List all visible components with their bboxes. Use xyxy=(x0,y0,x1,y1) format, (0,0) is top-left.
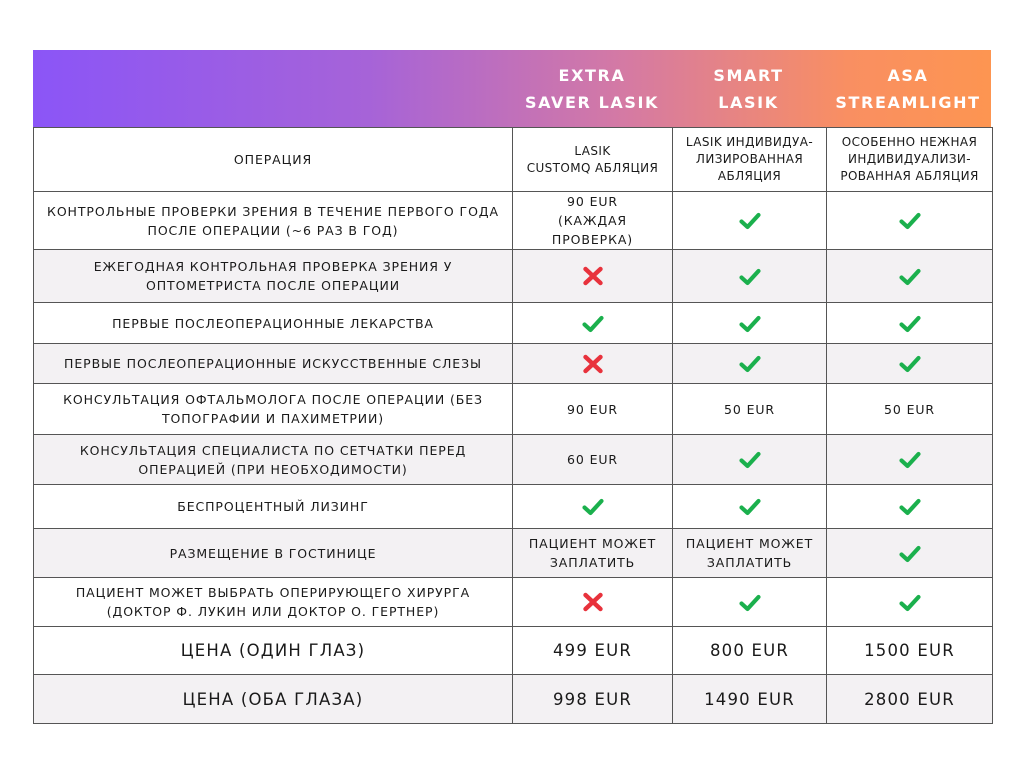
check-icon xyxy=(673,485,827,529)
check-icon xyxy=(673,303,827,344)
check-icon xyxy=(827,435,993,485)
row-label: ОПЕРАЦИЯ xyxy=(34,128,513,192)
check-icon xyxy=(513,303,673,344)
check-icon xyxy=(827,192,993,250)
check-icon xyxy=(673,435,827,485)
value-cell: LASIK CUSTOMQ АБЛЯЦИЯ xyxy=(513,128,673,192)
check-icon xyxy=(827,344,993,384)
table-row xyxy=(34,344,993,384)
price-value: 1500 EUR xyxy=(827,627,993,675)
cross-icon xyxy=(513,344,673,384)
price-row xyxy=(34,675,993,724)
plan-header-extra-saver-lasik: EXTRA SAVER LASIK xyxy=(524,65,660,112)
table-row xyxy=(34,192,993,250)
value-cell: 60 EUR xyxy=(513,435,673,485)
comparison-table xyxy=(33,127,993,724)
price-label: ЦЕНА (ОБА ГЛАЗА) xyxy=(34,675,513,724)
value-cell: 50 EUR xyxy=(673,384,827,435)
value-cell: 90 EUR (КАЖДАЯ ПРОВЕРКА) xyxy=(513,192,673,250)
check-icon xyxy=(827,303,993,344)
row-label: ЕЖЕГОДНАЯ КОНТРОЛЬНАЯ ПРОВЕРКА ЗРЕНИЯ У ОПТОМЕТРИСТА ПОСЛЕ ОПЕРАЦИИ xyxy=(34,250,513,303)
table-row xyxy=(34,578,993,627)
price-row xyxy=(34,627,993,675)
check-icon xyxy=(827,529,993,578)
check-icon xyxy=(513,485,673,529)
plan-header-asa-streamlight: ASA STREAMLIGHT xyxy=(835,65,981,112)
check-icon xyxy=(673,344,827,384)
table-row xyxy=(34,250,993,303)
row-label: ПАЦИЕНТ МОЖЕТ ВЫБРАТЬ ОПЕРИРУЮЩЕГО ХИРУРГА (ДОКТОР Ф. ЛУКИН ИЛИ ДОКТОР О. ГЕРТНЕР) xyxy=(34,578,513,627)
table-row xyxy=(34,384,993,435)
price-value: 998 EUR xyxy=(513,675,673,724)
value-cell: LASIK ИНДИВИДУА- ЛИЗИРОВАННАЯ АБЛЯЦИЯ xyxy=(673,128,827,192)
table-row xyxy=(34,303,993,344)
price-label: ЦЕНА (ОДИН ГЛАЗ) xyxy=(34,627,513,675)
table-row-operation xyxy=(34,128,993,192)
price-value: 2800 EUR xyxy=(827,675,993,724)
value-cell: ПАЦИЕНТ МОЖЕТ ЗАПЛАТИТЬ xyxy=(513,529,673,578)
value-cell: ОСОБЕННО НЕЖНАЯ ИНДИВИДУАЛИЗИ- РОВАННАЯ АБЛЯЦИЯ xyxy=(827,128,993,192)
value-cell: ПАЦИЕНТ МОЖЕТ ЗАПЛАТИТЬ xyxy=(673,529,827,578)
price-value: 800 EUR xyxy=(673,627,827,675)
cross-icon xyxy=(513,578,673,627)
row-label: БЕСПРОЦЕНТНЫЙ ЛИЗИНГ xyxy=(34,485,513,529)
row-label: РАЗМЕЩЕНИЕ В ГОСТИНИЦЕ xyxy=(34,529,513,578)
table-row xyxy=(34,485,993,529)
check-icon xyxy=(673,578,827,627)
row-label: ПЕРВЫЕ ПОСЛЕОПЕРАЦИОННЫЕ ЛЕКАРСТВА xyxy=(34,303,513,344)
check-icon xyxy=(827,578,993,627)
row-label: КОНСУЛЬТАЦИЯ СПЕЦИАЛИСТА ПО СЕТЧАТКИ ПЕРЕД ОПЕРАЦИЕЙ (ПРИ НЕОБХОДИМОСТИ) xyxy=(34,435,513,485)
plan-header-smart-lasik: SMART LASIK xyxy=(713,65,784,112)
check-icon xyxy=(673,192,827,250)
check-icon xyxy=(827,250,993,303)
check-icon xyxy=(827,485,993,529)
price-value: 499 EUR xyxy=(513,627,673,675)
check-icon xyxy=(673,250,827,303)
price-value: 1490 EUR xyxy=(673,675,827,724)
value-cell: 90 EUR xyxy=(513,384,673,435)
table-row xyxy=(34,529,993,578)
value-cell: 50 EUR xyxy=(827,384,993,435)
plans-header xyxy=(33,50,991,127)
row-label: КОНСУЛЬТАЦИЯ ОФТАЛЬМОЛОГА ПОСЛЕ ОПЕРАЦИИ (БЕЗ ТОПОГРАФИИ И ПАХИМЕТРИИ) xyxy=(34,384,513,435)
row-label: ПЕРВЫЕ ПОСЛЕОПЕРАЦИОННЫЕ ИСКУССТВЕННЫЕ СЛЕЗЫ xyxy=(34,344,513,384)
table-row xyxy=(34,435,993,485)
row-label: КОНТРОЛЬНЫЕ ПРОВЕРКИ ЗРЕНИЯ В ТЕЧЕНИЕ ПЕРВОГО ГОДА ПОСЛЕ ОПЕРАЦИИ (~6 РАЗ В ГОД) xyxy=(34,192,513,250)
cross-icon xyxy=(513,250,673,303)
